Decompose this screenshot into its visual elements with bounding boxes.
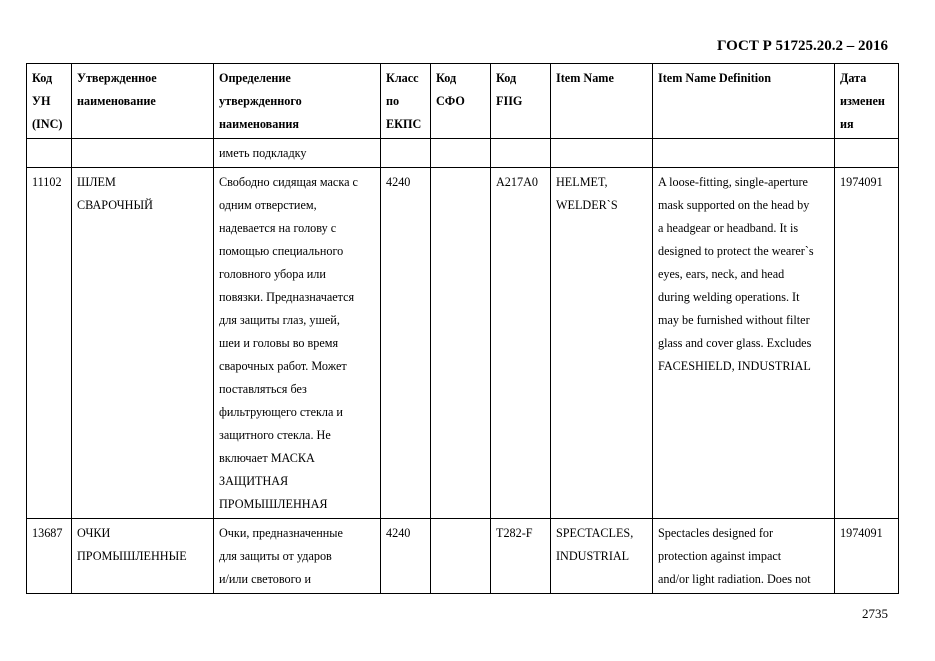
cell-inc xyxy=(27,139,72,168)
cell-item-name: SPECTACLES, INDUSTRIAL xyxy=(551,519,653,594)
col-header-item-definition: Item Name Definition xyxy=(653,64,835,139)
document-code: ГОСТ Р 51725.20.2 – 2016 xyxy=(716,38,888,54)
table-row xyxy=(27,168,899,519)
cell-item-definition xyxy=(653,139,835,168)
cell-approved-name xyxy=(72,139,214,168)
col-header-fiig-code: Код FIIG xyxy=(491,64,551,139)
cell-change-date: 1974091 xyxy=(835,168,899,519)
table-row xyxy=(27,139,899,168)
cell-item-definition: A loose-fitting, single-aperture mask supported on the head by a headgear or headband. It is designed to protect the wearer`s eyes, ears, neck, and head during welding operations. It may be furnished without filter glass and cover glass. Excludes FACESHIELD, INDUSTRIAL xyxy=(653,168,835,519)
cell-item-definition: Spectacles designed for protection against impact and/or light radiation. Does not xyxy=(653,519,835,594)
cell-fiig-code xyxy=(491,139,551,168)
cell-class xyxy=(381,139,431,168)
table-header-row xyxy=(27,64,899,139)
cell-definition: Свободно сидящая маска с одним отверстием, надевается на голову с помощью специального головного убора или повязки. Предназначается для защиты глаз, ушей, шеи и головы во время сварочных работ. Может поставляться без фильтрующего стекла и защитного стекла. Не включает МАСКА ЗАЩИТНАЯ ПРОМЫШЛЕННАЯ xyxy=(214,168,381,519)
cell-fiig-code: A217A0 xyxy=(491,168,551,519)
cell-definition: иметь подкладку xyxy=(214,139,381,168)
cell-fiig-code: T282-F xyxy=(491,519,551,594)
col-header-definition: Определение утвержденного наименования xyxy=(214,64,381,139)
cell-sfo-code xyxy=(431,139,491,168)
col-header-approved-name: Утвержденное наименование xyxy=(72,64,214,139)
col-header-inc: Код УН (INC) xyxy=(27,64,72,139)
cell-item-name: HELMET, WELDER`S xyxy=(551,168,653,519)
cell-item-name xyxy=(551,139,653,168)
cell-definition: Очки, предназначенные для защиты от ударов и/или светового и xyxy=(214,519,381,594)
table-row xyxy=(27,519,899,594)
cell-class: 4240 xyxy=(381,168,431,519)
col-header-sfo-code: Код СФО xyxy=(431,64,491,139)
nomenclature-table xyxy=(26,63,899,594)
col-header-item-name: Item Name xyxy=(551,64,653,139)
col-header-change-date: Дата изменен ия xyxy=(835,64,899,139)
cell-sfo-code xyxy=(431,519,491,594)
cell-change-date xyxy=(835,139,899,168)
cell-approved-name: ОЧКИ ПРОМЫШЛЕННЫЕ xyxy=(72,519,214,594)
cell-change-date: 1974091 xyxy=(835,519,899,594)
cell-approved-name: ШЛЕМ СВАРОЧНЫЙ xyxy=(72,168,214,519)
page-number: 2735 xyxy=(862,606,888,621)
cell-class: 4240 xyxy=(381,519,431,594)
col-header-class: Класс по ЕКПС xyxy=(381,64,431,139)
cell-inc: 13687 xyxy=(27,519,72,594)
cell-inc: 11102 xyxy=(27,168,72,519)
cell-sfo-code xyxy=(431,168,491,519)
